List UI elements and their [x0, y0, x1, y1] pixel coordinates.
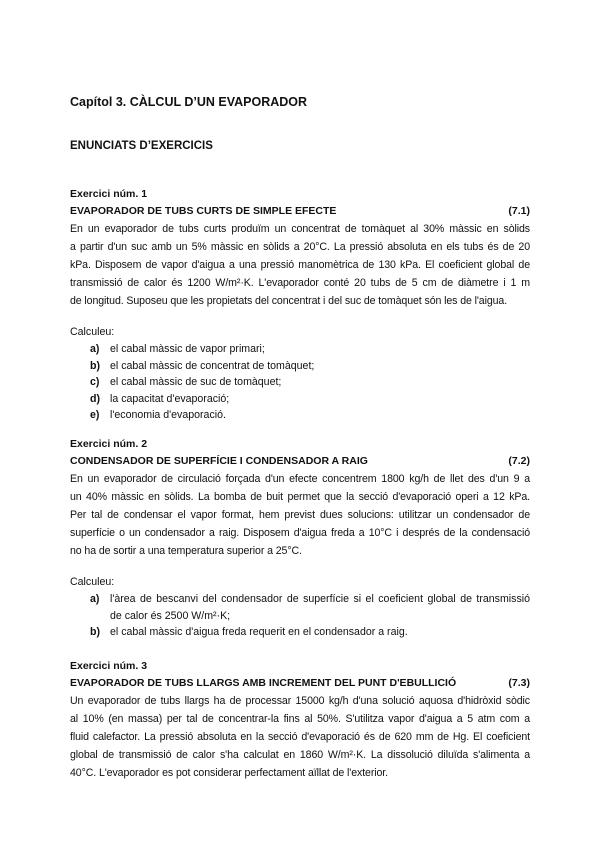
item-text: l'economia d'evaporació.: [110, 409, 226, 421]
statement-line: a partir d'un suc amb un 5% màssic en sòlids a 20°C. La pressió absoluta en els tubs és de 20: [70, 241, 530, 253]
item-text: de calor és 2500 W/m²·K;: [110, 609, 231, 622]
list-item: [70, 624, 530, 641]
exercise-title-text: EVAPORADOR DE TUBS LLARGS AMB INCREMENT DEL PUNT D'EBULLICIÓ: [70, 677, 457, 689]
exercise-number: Exercici núm. 1: [70, 188, 148, 200]
exercise-ref: (7.1): [508, 205, 530, 217]
exercise-title: [70, 453, 530, 470]
exercise-title: [70, 675, 530, 692]
list-item: [70, 358, 530, 375]
statement-line: transmissió de calor és 1200 W/m²·K. L'evaporador conté 20 tubs de 5 cm de diàmetre i 1 m: [70, 277, 530, 289]
statement-line: al 10% (en massa) per tal de concentrar-la fins al 50%. S'utilitza vapor d'aigua a 5 atm com a: [70, 713, 530, 725]
exercise-3: [70, 658, 530, 782]
exercise-number: Exercici núm. 2: [70, 438, 148, 450]
statement-line: Un evaporador de tubs llargs ha de processar 15000 kg/h d'una solució aquosa d'hidròxid sòdic: [70, 695, 530, 707]
item-label: b): [90, 359, 100, 372]
exercise-ref: (7.3): [508, 677, 530, 689]
item-text: el cabal màssic de concentrat de tomàquet;: [110, 359, 315, 372]
list-item: [70, 341, 530, 358]
item-text: el cabal màssic de vapor primari;: [110, 343, 265, 355]
statement-line: kPa. Disposem de vapor d'aigua a una pressió manomètrica de 130 kPa. El coeficient global de: [70, 259, 530, 271]
exercise-title: [70, 203, 530, 220]
item-text: la capacitat d'evaporació;: [110, 392, 230, 405]
exercise-ref: (7.2): [508, 455, 530, 467]
item-label: d): [90, 392, 100, 405]
list-item: [70, 374, 530, 391]
list-item: [70, 591, 530, 624]
calculeu-label: Calculeu:: [70, 326, 115, 338]
exercise-number: Exercici núm. 3: [70, 660, 148, 672]
item-label: e): [90, 409, 100, 421]
item-label: b): [90, 626, 100, 638]
statement-line: fluid calefactor. La pressió absoluta en la secció d'evaporació és de 620 mm de Hg. El coeficient: [70, 731, 530, 743]
statement-line: de longitud. Suposeu que les propietats del concentrat i del suc de tomàquet són les de l'aigua.: [70, 295, 508, 307]
statement-line: superfície o un condensador a raig. Disposem d'aigua freda a 10°C i després de la condensació: [70, 527, 530, 539]
section-title: ENUNCIATS D’EXERCICIS: [70, 140, 213, 152]
statement-line: En un evaporador de tubs curts produïm un concentrat de tomàquet al 30% màssic en sòlids: [70, 223, 530, 235]
exercise-title-text: EVAPORADOR DE TUBS CURTS DE SIMPLE EFECTE: [70, 205, 337, 217]
statement-line: En un evaporador de circulació forçada d'un efecte concentrem 1800 kg/h de llet des d'un 9 a: [70, 473, 530, 485]
exercise-1: [70, 186, 530, 424]
statement-line: no ha de sortir a una temperatura superior a 25°C.: [70, 545, 302, 557]
statement-line: un 40% màssic en sòlids. La bomba de buit permet que la secció d'evaporació operi a 12 kPa.: [70, 491, 530, 503]
item-text: el cabal màssic de suc de tomàquet;: [110, 376, 282, 388]
item-label: a): [90, 593, 100, 605]
chapter-title: Capítol 3. CÀLCUL D’UN EVAPORADOR: [70, 95, 308, 109]
exercise-2: [70, 436, 530, 641]
statement-line: 40°C. L'evaporador es pot considerar perfectament aïllat de l'exterior.: [70, 767, 388, 779]
item-label: a): [90, 343, 100, 355]
item-label: c): [90, 376, 100, 388]
calculeu-label: Calculeu:: [70, 576, 115, 588]
list-item: [70, 407, 530, 424]
statement-line: global de transmissió de calor s'ha calculat en 1860 W/m²·K. La dissolució diluïda s'alimenta a: [70, 749, 530, 761]
exercise-title-text: CONDENSADOR DE SUPERFÍCIE I CONDENSADOR A RAIG: [70, 455, 368, 467]
item-text: l'àrea de bescanvi del condensador de superfície si el coeficient global de transmissió: [110, 593, 530, 605]
item-text: el cabal màssic d'aigua freda requerit en el condensador a raig.: [110, 626, 408, 638]
list-item: [70, 391, 530, 408]
statement-line: Per tal de condensar el vapor format, hem previst dues solucions: utilitzar un condensador de: [70, 509, 530, 521]
